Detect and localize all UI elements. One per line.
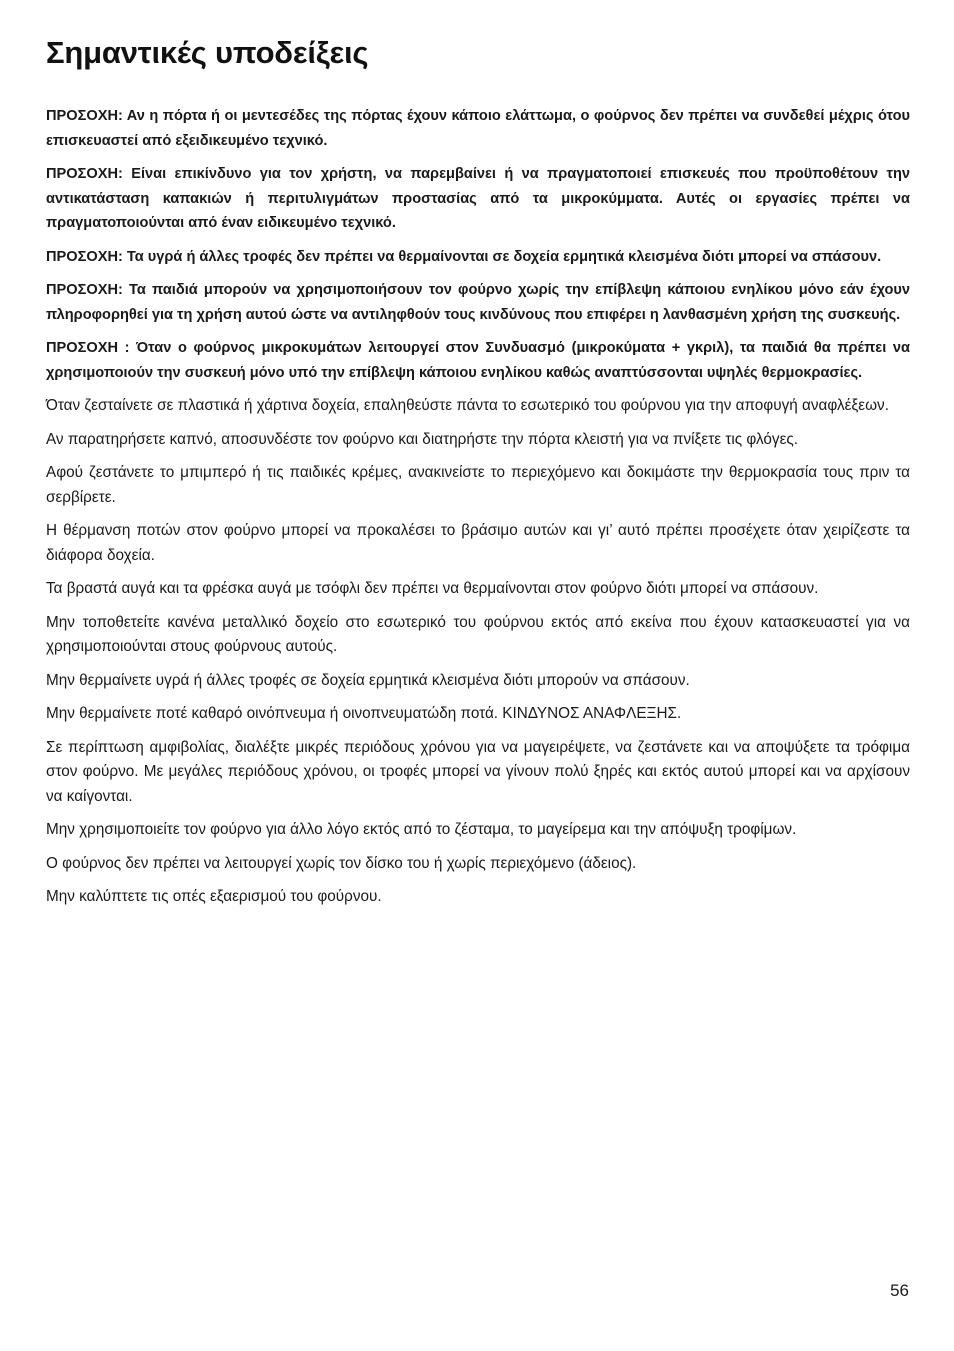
instructions-body xyxy=(46,104,910,910)
instruction-paragraph: Σε περίπτωση αμφιβολίας, διαλέξτε μικρές περιόδους χρόνου για να μαγειρέψετε, να ζεστάνετε και να αποψύξετε τα τρόφιμα στον φούρνο. Με μεγάλες περιόδους χρόνου, οι τροφές μπορεί να γίνουν πολύ ξηρές και εκτός αυτού μπορεί και να αρχίσουν να καίγονται. xyxy=(46,738,910,805)
instruction-paragraph: Μην θερμαίνετε ποτέ καθαρό οινόπνευμα ή οινοπνευματώδη ποτά. ΚΙΝΔΥΝΟΣ ΑΝΑΦΛΕΞΗΣ. xyxy=(46,705,682,722)
page-number: 56 xyxy=(890,1281,909,1300)
instruction-paragraph: Όταν ζεσταίνετε σε πλαστικά ή χάρτινα δοχεία, επαληθεύστε πάντα το εσωτερικό του φούρνου για την αποφυγή αναφλέξεων. xyxy=(46,397,889,414)
warning-paragraph: ΠΡΟΣΟΧΗ: Είναι επικίνδυνο για τον χρήστη, να παρεμβαίνει ή να πραγματοποιεί επισκευές που προϋποθέτουν την αντικατάσταση καπακιών ή περιτυλιγμάτων προστασίας από τα μικροκύμματα. Αυτές οι εργασίες πρέπει να πραγματοποιούνται από έναν ειδικευμένο τεχνικό. xyxy=(46,166,910,231)
warning-paragraph: ΠΡΟΣΟΧΗ : Όταν ο φούρνος μικροκυμάτων λειτουργεί στον Συνδυασμό (μικροκύματα + γκριλ), τα παιδιά θα πρέπει να χρησιμοποιούν την συσκευή μόνο υπό την επίβλεψη κάποιου ενηλίκου καθώς αναπτύσσονται υψηλές θερμοκρασίες. xyxy=(46,340,910,381)
instruction-paragraph: Μην χρησιμοποιείτε τον φούρνο για άλλο λόγο εκτός από το ζέσταμα, το μαγείρεμα και την απόψυξη τροφίμων. xyxy=(46,821,797,838)
instruction-paragraph: Μην τοποθετείτε κανένα μεταλλικό δοχείο στο εσωτερικό του φούρνου εκτός από εκείνα που έχουν κατασκευαστεί για να χρησιμοποιούνται στους φούρνους αυτούς. xyxy=(46,613,910,655)
warning-paragraph: ΠΡΟΣΟΧΗ: Τα παιδιά μπορούν να χρησιμοποιήσουν τον φούρνο χωρίς την επίβλεψη κάποιου ενηλίκου μόνο εάν έχουν πληροφορηθεί για τη χρήση αυτού ώστε να αντιληφθούν τους κινδύνους που επιφέρει η λανθασμένη χρήση της συσκευής. xyxy=(46,282,910,323)
instruction-paragraph: Αφού ζεστάνετε το μπιμπερό ή τις παιδικές κρέμες, ανακινείστε το περιεχόμενο και δοκιμάστε την θερμοκρασία τους πριν τα σερβίρετε. xyxy=(46,464,910,506)
instruction-paragraph: Ο φούρνος δεν πρέπει να λειτουργεί χωρίς τον δίσκο του ή χωρίς περιεχόμενο (άδειος). xyxy=(46,854,637,872)
instruction-paragraph: Μην καλύπτετε τις οπές εξαερισμού του φούρνου. xyxy=(46,888,382,905)
instruction-paragraph: Αν παρατηρήσετε καπνό, αποσυνδέστε τον φούρνο και διατηρήστε την πόρτα κλειστή για να πνίξετε τις φλόγες. xyxy=(46,430,799,448)
warning-paragraph: ΠΡΟΣΟΧΗ: Τα υγρά ή άλλες τροφές δεν πρέπει να θερμαίνονται σε δοχεία ερμητικά κλεισμένα διότι μπορεί να σπάσουν. xyxy=(46,248,882,265)
instruction-paragraph: Μην θερμαίνετε υγρά ή άλλες τροφές σε δοχεία ερμητικά κλεισμένα διότι μπορούν να σπάσουν. xyxy=(46,671,690,689)
page-title: Σημαντικές υποδείξεις xyxy=(46,35,369,70)
instruction-paragraph: Η θέρμανση ποτών στον φούρνο μπορεί να προκαλέσει το βράσιμο αυτών και γι’ αυτό πρέπει προσέχετε όταν χειρίζεστε τα διάφορα δοχεία. xyxy=(46,522,910,564)
document-page xyxy=(46,0,910,919)
instruction-paragraph: Τα βραστά αυγά και τα φρέσκα αυγά με τσόφλι δεν πρέπει να θερμαίνονται στον φούρνο διότι μπορεί να σπάσουν. xyxy=(46,580,819,597)
warning-paragraph: ΠΡΟΣΟΧΗ: Αν η πόρτα ή οι μεντεσέδες της πόρτας έχουν κάποιο ελάττωμα, ο φούρνος δεν πρέπει να συνδεθεί μέχρις ότου επισκευαστεί από εξειδικευμένο τεχνικό. xyxy=(46,108,910,149)
